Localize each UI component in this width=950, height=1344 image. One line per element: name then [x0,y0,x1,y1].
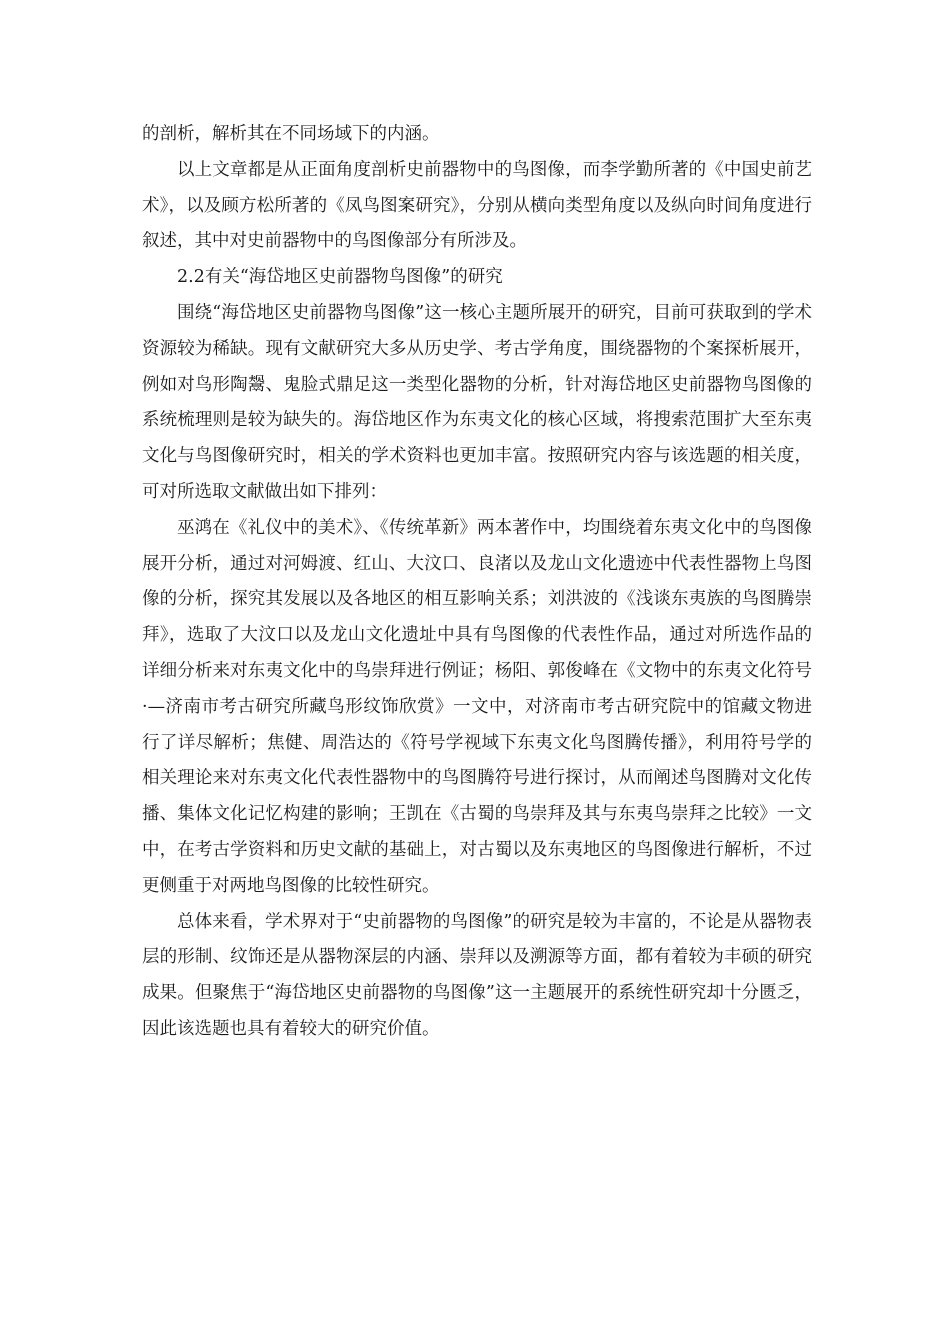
paragraph-research-status: 围绕“海岱地区史前器物鸟图像”这一核心主题所展开的研究，目前可获取到的学术资源较为稀缺。现有文献研究大多从历史学、考古学角度，围绕器物的个案探析展开，例如对鸟形陶鬶、鬼脸式鼎足这一类型化器物的分析，针对海岱地区史前器物鸟图像的系统梳理则是较为缺失的。海岱地区作为东夷文化的核心区域，将搜索范围扩大至东夷文化与鸟图像研究时，相关的学术资料也更加丰富。按照研究内容与该选题的相关度，可对所选取文献做出如下排列： [142,302,812,502]
document-body [142,117,812,1048]
section-heading-2-2: 2.2有关“海岱地区史前器物鸟图像”的研究 [177,267,503,288]
paragraph-literature-review: 巫鸿在《礼仪中的美术》、《传统革新》两本著作中，均围绕着东夷文化中的鸟图像展开分析，通过对河姆渡、红山、大汶口、良渚以及龙山文化遗迹中代表性器物上鸟图像的分析，探究其发展以及各地区的相互影响关系；刘洪波的《浅谈东夷族的鸟图腾崇拜》，选取了大汶口以及龙山文化遗址中具有鸟图像的代表性作品，通过对所选作品的详细分析来对东夷文化中的鸟崇拜进行例证；杨阳、郭俊峰在《文物中的东夷文化符号·—济南市考古研究所藏鸟形纹饰欣赏》一文中，对济南市考古研究院中的馆藏文物进行了详尽解析；焦健、周浩达的《符号学视域下东夷文化鸟图腾传播》，利用符号学的相关理论来对东夷文化代表性器物中的鸟图腾符号进行探讨，从而阐述鸟图腾对文化传播、集体文化记忆构建的影响；王凯在《古蜀的鸟崇拜及其与东夷鸟崇拜之比较》一文中，在考古学资料和历史文献的基础上，对古蜀以及东夷地区的鸟图像进行解析，不过更侧重于对两地鸟图像的比较性研究。 [142,517,812,896]
paragraph-literature-overview: 以上文章都是从正面角度剖析史前器物中的鸟图像，而李学勤所著的《中国史前艺术》，以及顾方松所著的《凤鸟图案研究》，分别从横向类型角度以及纵向时间角度进行叙述，其中对史前器物中的鸟图像部分有所涉及。 [142,159,812,252]
paragraph-continuation: 的剖析，解析其在不同场域下的内涵。 [142,124,440,144]
paragraph-summary: 总体来看，学术界对于“史前器物的鸟图像”的研究是较为丰富的，不论是从器物表层的形制、纹饰还是从器物深层的内涵、崇拜以及溯源等方面，都有着较为丰硕的研究成果。但聚焦于“海岱地区史前器物的鸟图像”这一主题展开的系统性研究却十分匮乏，因此该选题也具有着较大的研究价值。 [142,911,812,1039]
